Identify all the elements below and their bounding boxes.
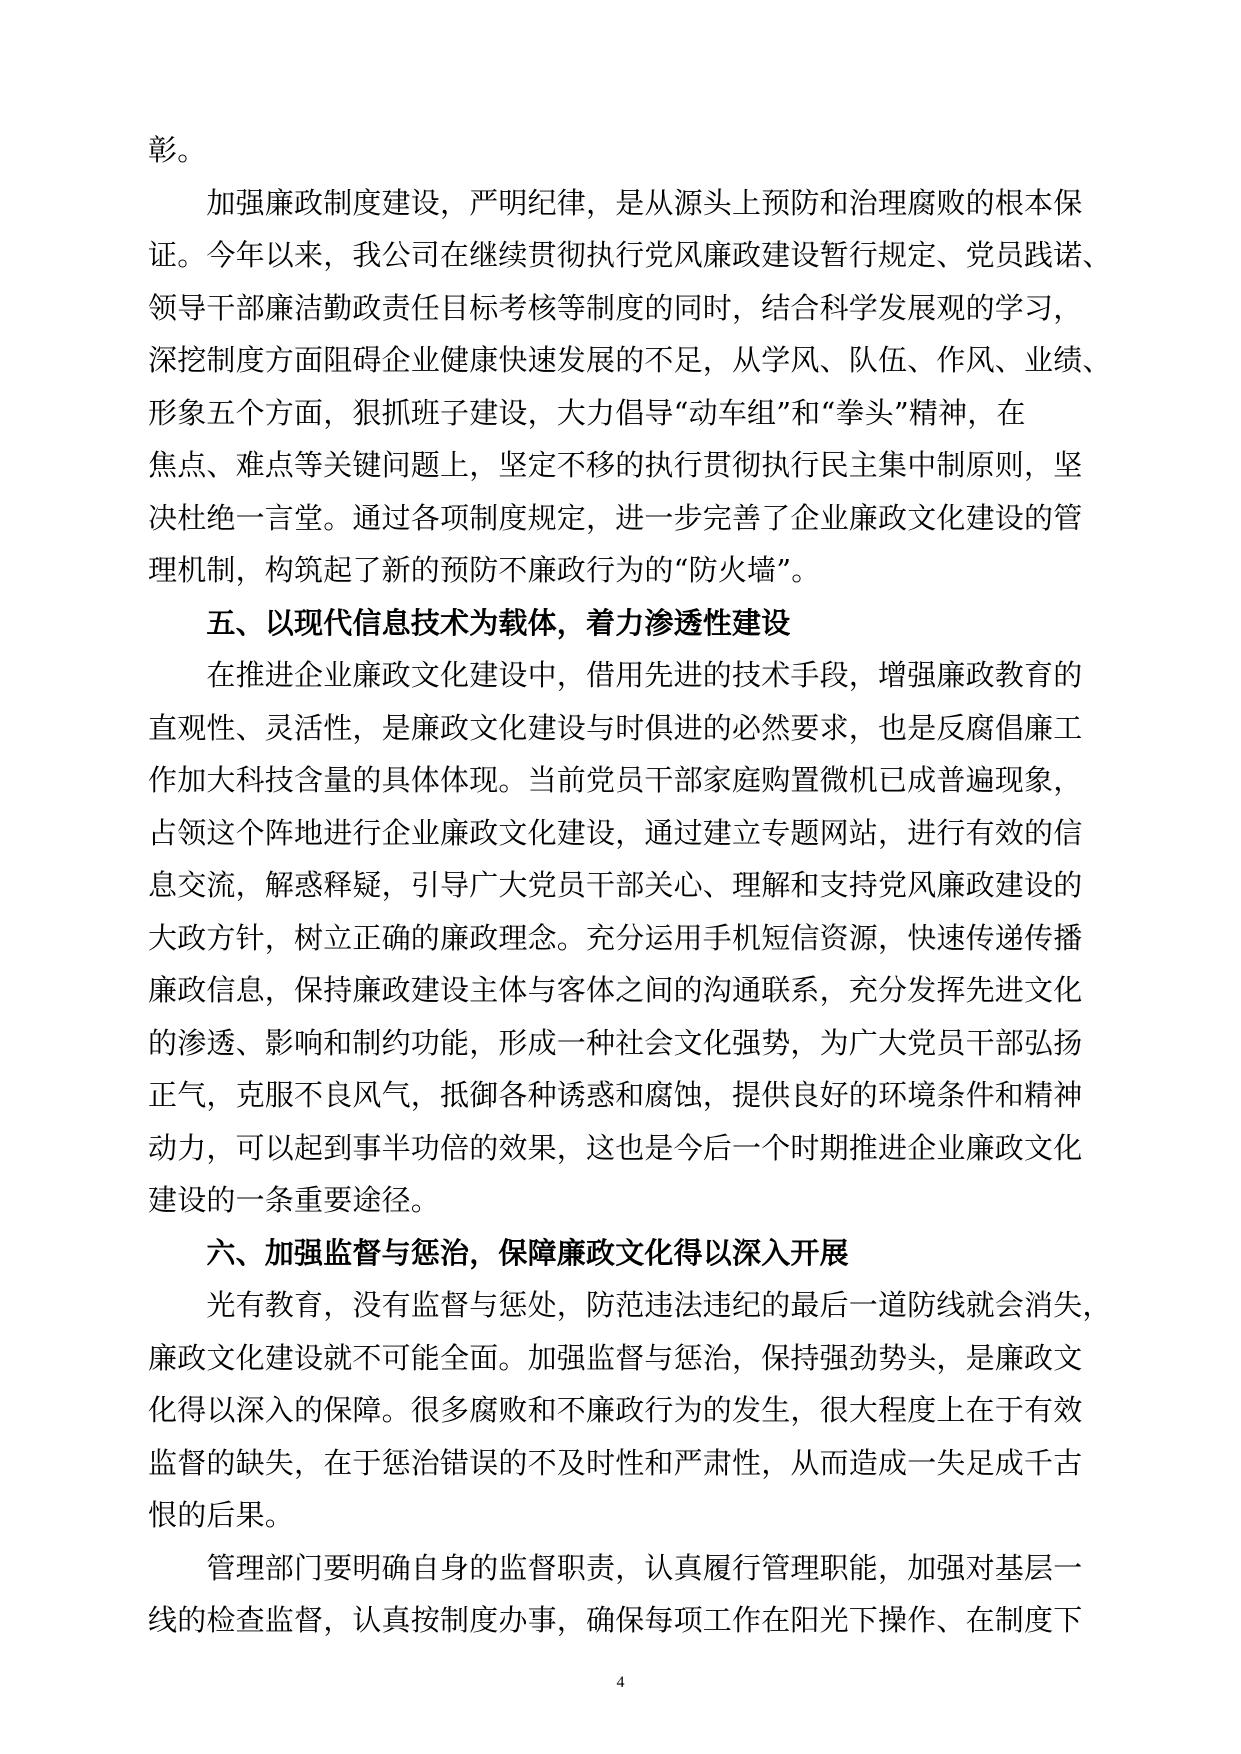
text-line: 化得以深入的保障。很多腐败和不廉政行为的发生，很大程度上在于有效: [148, 1393, 1083, 1427]
text-line: 光有教育，没有监督与惩处，防范违法违纪的最后一道防线就会消失，: [148, 1288, 1112, 1322]
text-line: 直观性、灵活性，是廉政文化建设与时俱进的必然要求，也是反腐倡廉工: [148, 711, 1083, 745]
text-line: 在推进企业廉政文化建设中，借用先进的技术手段，增强廉政教育的: [148, 658, 1083, 692]
text-line: 建设的一条重要途径。: [148, 1183, 441, 1217]
text-line: 的渗透、影响和制约功能，形成一种社会文化强势，为广大党员干部弘扬: [148, 1026, 1083, 1060]
text-line: 加强廉政制度建设，严明纪律，是从源头上预防和治理腐败的根本保: [148, 186, 1083, 220]
text-line: 作加大科技含量的具体体现。当前党员干部家庭购置微机已成普遍现象，: [148, 763, 1083, 797]
text-line: 恨的后果。: [148, 1498, 295, 1532]
text-line: 管理部门要明确自身的监督职责，认真履行管理职能，加强对基层一: [148, 1551, 1083, 1585]
text-line: 焦点、难点等关键问题上，坚定不移的执行贯彻执行民主集中制原则，坚: [148, 448, 1083, 482]
text-line: 证。今年以来，我公司在继续贯彻执行党风廉政建设暂行规定、党员践诺、: [148, 238, 1112, 272]
text-line: 廉政信息，保持廉政建设主体与客体之间的沟通联系，充分发挥先进文化: [148, 973, 1083, 1007]
text-line: 息交流，解惑释疑，引导广大党员干部关心、理解和支持党风廉政建设的: [148, 868, 1083, 902]
section-heading: 五、以现代信息技术为载体，着力渗透性建设: [148, 606, 791, 640]
text-line: 大政方针，树立正确的廉政理念。充分运用手机短信资源，快速传递传播: [148, 921, 1083, 955]
text-line: 监督的缺失，在于惩治错误的不及时性和严肃性，从而造成一失足成千古: [148, 1446, 1083, 1480]
text-line: 深挖制度方面阻碍企业健康快速发展的不足，从学风、队伍、作风、业绩、: [148, 343, 1112, 377]
text-line: 正气，克服不良风气，抵御各种诱惑和腐蚀，提供良好的环境条件和精神: [148, 1078, 1083, 1112]
text-line: 决杜绝一言堂。通过各项制度规定，进一步完善了企业廉政文化建设的管: [148, 501, 1083, 535]
text-line: 线的检查监督，认真按制度办事，确保每项工作在阳光下操作、在制度下: [148, 1603, 1083, 1637]
text-line: 占领这个阵地进行企业廉政文化建设，通过建立专题网站，进行有效的信: [148, 816, 1083, 850]
text-line: 理机制，构筑起了新的预防不廉政行为的“防火墙”。: [148, 553, 821, 587]
section-heading: 六、加强监督与惩治，保障廉政文化得以深入开展: [148, 1236, 849, 1270]
text-line: 动力，可以起到事半功倍的效果，这也是今后一个时期推进企业廉政文化: [148, 1131, 1083, 1165]
text-line: 形象五个方面，狠抓班子建设，大力倡导“动车组”和“拳头”精神，在: [148, 396, 1026, 430]
text-line: 领导干部廉洁勤政责任目标考核等制度的同时，结合科学发展观的学习，: [148, 291, 1083, 325]
text-line: 廉政文化建设就不可能全面。加强监督与惩治，保持强劲势头，是廉政文: [148, 1341, 1083, 1375]
page-number: 4: [616, 1674, 625, 1691]
text-line: 彰。: [148, 133, 207, 167]
